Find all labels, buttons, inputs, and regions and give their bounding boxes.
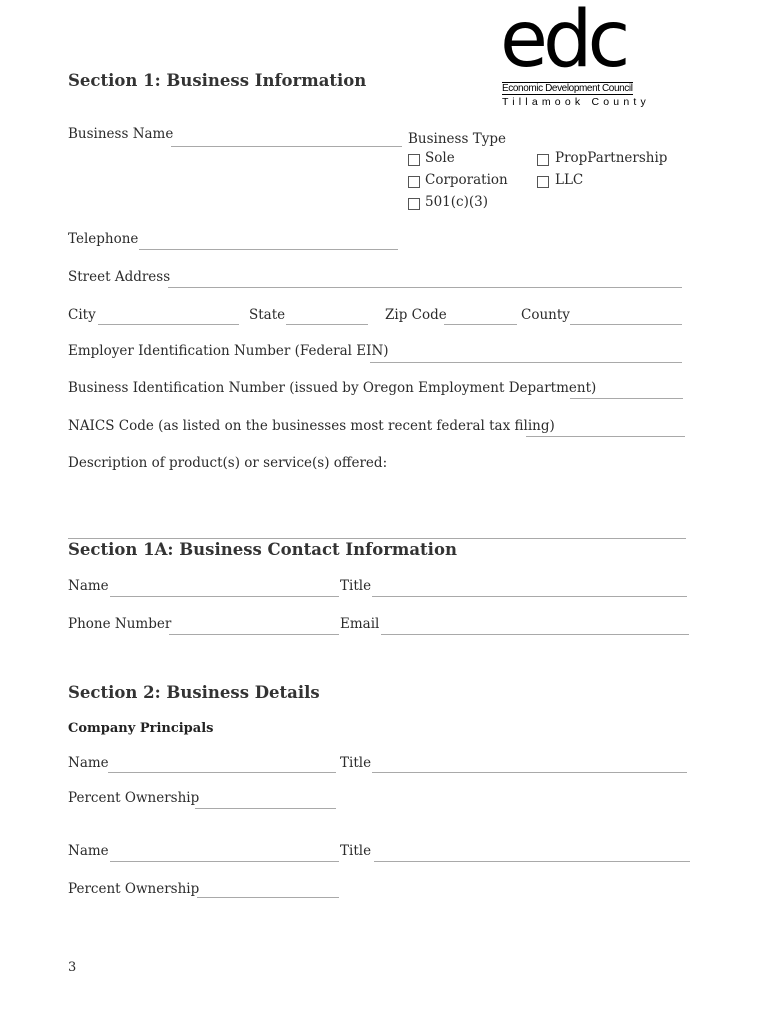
city-field[interactable] [68,307,239,329]
state-label: State [249,307,286,323]
logo-tagline-top: Economic Development Council [502,83,633,94]
label-corporation: Corporation [425,172,508,188]
principal-1-title-field[interactable] [340,755,687,777]
section-1-title: Section 1: Business Information [68,71,367,90]
contact-title-field[interactable] [340,578,687,600]
business-id-label: Business Identification Number (issued by Oregon Employment Department) [68,380,597,396]
city-label: City [68,307,96,323]
principal-2-ownership-label: Percent Ownership [68,881,200,897]
principal-2-name-field[interactable] [68,843,339,865]
business-type-label: Business Type [408,131,506,147]
ein-field[interactable] [68,343,682,365]
zip-code-label: Zip Code [385,307,447,323]
county-field[interactable] [521,307,682,329]
ein-label: Employer Identification Number (Federal EIN) [68,343,389,359]
principal-1-name-field[interactable] [68,755,336,777]
business-id-field[interactable] [68,380,683,402]
principal-1-ownership-field[interactable] [68,790,336,812]
contact-phone-field[interactable] [68,616,339,638]
checkbox-corporation[interactable] [408,176,420,188]
telephone-field[interactable] [68,231,398,253]
checkbox-llc[interactable] [537,176,549,188]
checkbox-sole[interactable] [408,154,420,166]
page-number: 3 [68,960,77,975]
state-field[interactable] [249,307,368,329]
naics-code-label: NAICS Code (as listed on the businesses most recent federal tax filing) [68,418,555,434]
principal-2-name-label: Name [68,843,109,859]
contact-name-label: Name [68,578,109,594]
label-prop-partnership: PropPartnership [555,150,668,166]
zip-code-field[interactable] [385,307,517,329]
logo-letters: edc [500,0,626,85]
business-name-field[interactable] [68,126,402,148]
principal-2-ownership-field[interactable] [68,881,339,903]
edc-logo [500,0,652,110]
label-501c3: 501(c)(3) [425,194,488,210]
label-sole: Sole [425,150,455,166]
contact-phone-label: Phone Number [68,616,172,632]
section-2-title: Section 2: Business Details [68,683,320,702]
description-field[interactable] [68,455,686,541]
checkbox-prop-partnership[interactable] [537,154,549,166]
label-llc: LLC [555,172,584,188]
county-label: County [521,307,570,323]
company-principals-heading: Company Principals [68,721,214,736]
street-address-field[interactable] [68,269,682,291]
section-1a-title: Section 1A: Business Contact Information [68,540,457,559]
checkbox-501c3[interactable] [408,198,420,210]
principal-2-title-field[interactable] [340,843,690,865]
principal-1-ownership-label: Percent Ownership [68,790,200,806]
logo-tagline-bottom: Tillamook County [502,96,650,108]
description-label: Description of product(s) or service(s) offered: [68,455,388,471]
telephone-label: Telephone [68,231,139,247]
contact-title-label: Title [340,578,372,594]
contact-email-field[interactable] [340,616,689,638]
contact-email-label: Email [340,616,380,632]
street-address-label: Street Address [68,269,171,285]
contact-name-field[interactable] [68,578,339,600]
business-name-label: Business Name [68,126,174,142]
principal-2-title-label: Title [340,843,372,859]
principal-1-title-label: Title [340,755,372,771]
naics-code-field[interactable] [68,418,685,440]
principal-1-name-label: Name [68,755,109,771]
